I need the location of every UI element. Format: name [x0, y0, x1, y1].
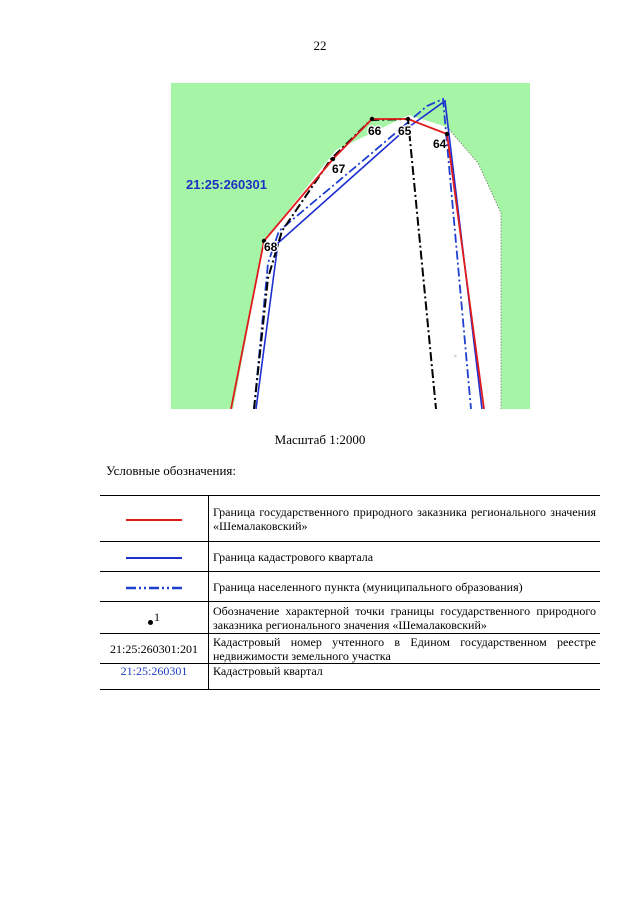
legend-text: Граница кадастрового квартала: [209, 542, 601, 572]
point-67-marker: [331, 157, 335, 161]
legend-symbol-point: 1: [100, 602, 209, 634]
legend-row: [100, 572, 600, 602]
legend-text: Граница населенного пункта (муниципального образования): [209, 572, 601, 602]
point-label-65: 65: [398, 124, 412, 138]
legend-text: Граница государственного природного заказника регионального значения «Шемалаковский»: [209, 496, 601, 542]
point-label-66: 66: [368, 124, 382, 138]
legend-row: [100, 496, 600, 542]
legend-symbol-dash-dot-line: [100, 572, 209, 602]
point-label-68: 68: [264, 240, 278, 254]
point-label-67: 67: [332, 162, 346, 176]
legend-row: [100, 664, 600, 690]
svg-text:u: u: [454, 353, 457, 358]
legend-row: [100, 542, 600, 572]
point-65-marker: [406, 117, 410, 121]
legend-table: [100, 495, 600, 690]
map-scale: Масштаб 1:2000: [274, 432, 366, 447]
quarter-label: 21:25:260301: [186, 177, 267, 192]
legend-symbol-blue-line: [100, 542, 209, 572]
legend-symbol-red-line: [100, 496, 209, 542]
legend-row: [100, 634, 600, 664]
point-64-marker: [445, 132, 449, 136]
legend-text: Кадастровый номер учтенного в Едином государственном реестре недвижимости земельного участка: [209, 634, 601, 664]
point-marker-icon: [148, 620, 153, 625]
page-number: 22: [313, 38, 327, 53]
legend-symbol-cadastral-number: 21:25:260301:201: [100, 634, 209, 664]
legend-title: Условные обозначения:: [106, 463, 237, 478]
cadastral-map: [171, 83, 530, 409]
legend-text: Обозначение характерной точки границы государственного природного заказника регионального значения «Шемалаковский»: [209, 602, 601, 634]
legend-symbol-cadastral-quarter: 21:25:260301: [100, 664, 209, 690]
point-66-marker: [370, 117, 374, 121]
legend-text: Кадастровый квартал: [209, 664, 601, 690]
point-label-64: 64: [433, 137, 447, 151]
legend-row: [100, 602, 600, 634]
